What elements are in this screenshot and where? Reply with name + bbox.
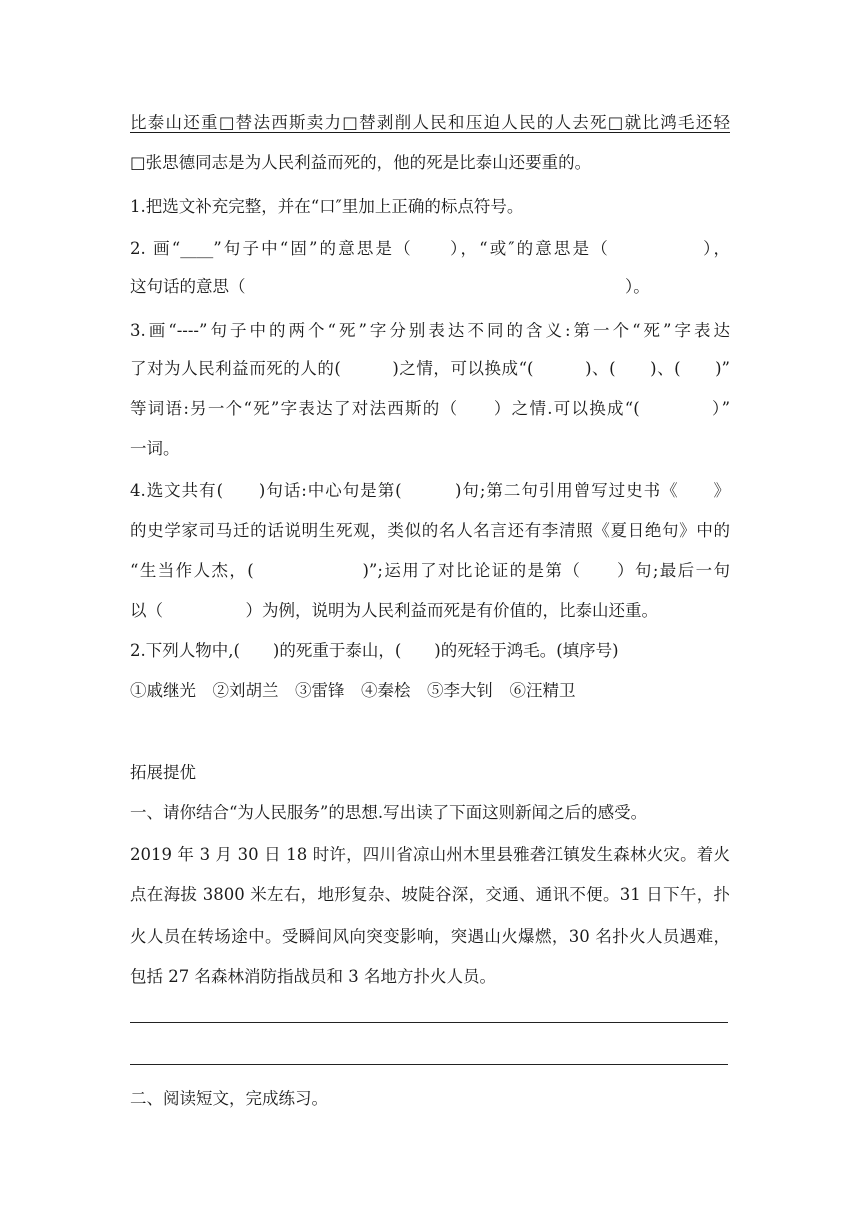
question-3-line-3: 等词语:另一个“死”字表达了对法西斯的（ ）之情.可以换成“( ）” [130,399,730,418]
question-2-line-2: 这句话的意思（ ）。 [130,277,650,296]
question-4-line-1: 4.选文共有( )句话:中心句是第( )句;第二句引用曾写过史书《 》 [130,481,730,500]
question-4-line-3: “生当作人杰，( )”;运用了对比论证的是第（ ）句;最后一句 [130,561,730,580]
news-line-2: 点在海拔 3800 米左右，地形复杂、坡陡谷深，交通、通讯不便。31 日下午，扑 [130,885,730,904]
passage-line-1: 比泰山还重□替法西斯卖力□替剥削人民和压迫人民的人去死□就比鸿毛还轻 [130,113,730,132]
news-line-4: 包括 27 名森林消防指战员和 3 名地方扑火人员。 [130,967,496,986]
question-5-options: ①戚继光 ②刘胡兰 ③雷锋 ④秦桧 ⑤李大钊 ⑥汪精卫 [130,681,576,700]
extension-prompt: 一、请你结合“为人民服务”的思想.写出读了下面这则新闻之后的感受。 [130,803,648,822]
answer-line-2[interactable] [130,1064,728,1065]
passage-line-2: □张思德同志是为人民利益而死的，他的死是比泰山还要重的。 [130,153,592,172]
question-3-line-1: 3.画“----”句子中的两个“死”字分别表达不同的含义:第一个“死”字表达 [130,321,730,340]
question-3-line-4: 一词。 [130,439,180,458]
question-4-line-2: 的史学家司马迁的话说明生死观，类似的名人名言还有李清照《夏日绝句》中的 [130,521,730,540]
extension-heading: 拓展提优 [130,763,196,782]
question-4-line-4: 以（ ）为例，说明为人民利益而死是有价值的，比泰山还重。 [130,601,658,620]
section-2-heading: 二、阅读短文，完成练习。 [130,1089,328,1108]
news-line-1: 2019 年 3 月 30 日 18 时许，四川省凉山州木里县雅砻江镇发生森林火灾。着火 [130,845,730,864]
answer-line-1[interactable] [130,1022,728,1023]
question-1: 1.把选文补充完整，并在“口″里加上正确的标点符号。 [130,197,524,216]
question-2-line-1: 2. 画“____”句子中“固”的意思是（ ），“或″的意思是（ ）， [130,239,730,258]
question-3-line-2: 了对为人民利益而死的人的( )之情，可以换成“( )、( )、( )” [130,359,730,378]
news-line-3: 火人员在转场途中。受瞬间风向突变影响，突遇山火爆燃，30 名扑火人员遇难， [130,927,730,946]
question-5: 2.下列人物中,( )的死重于泰山，( )的死轻于鸿毛。(填序号) [130,641,619,660]
